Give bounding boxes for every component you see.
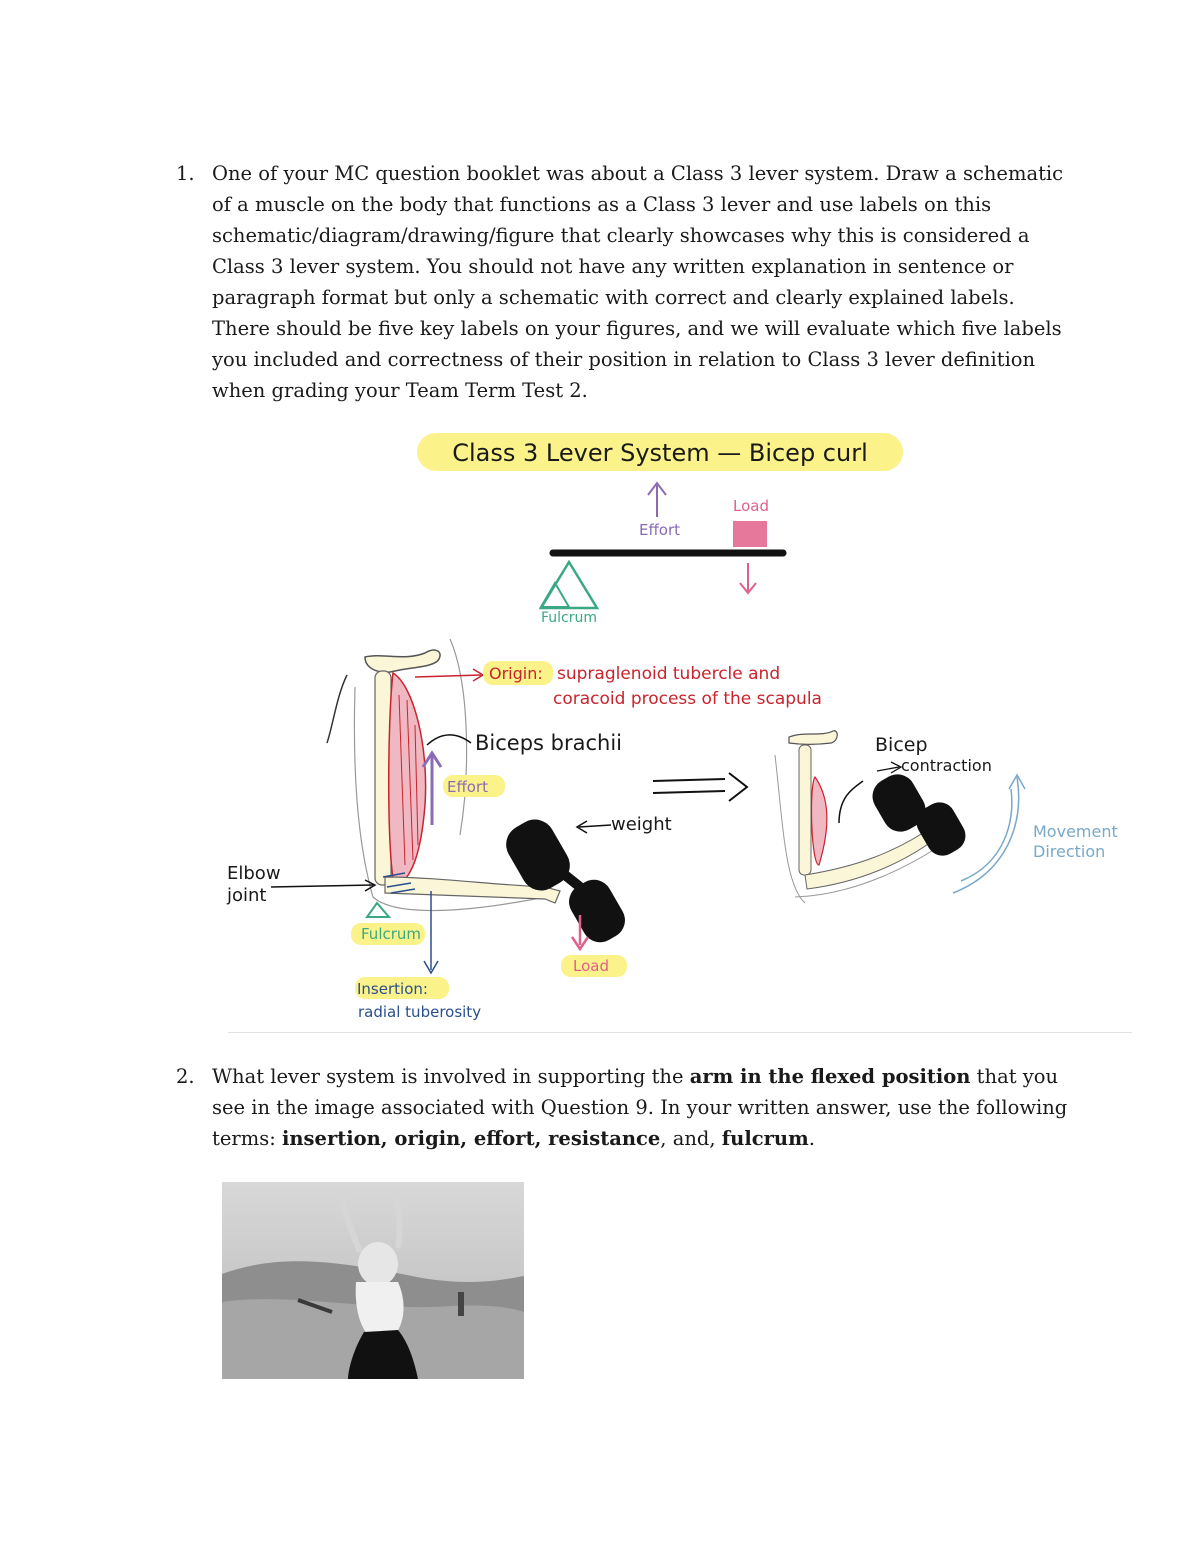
question-2-terms: insertion, origin, effort, resistance [281,1127,661,1150]
origin-line-1: supraglenoid tubercle and [557,664,781,684]
question-2-term-fulcrum: fulcrum [721,1127,809,1150]
arm-fulcrum-label: Fulcrum [361,925,422,943]
arm-load-label: Load [573,957,609,975]
contraction-label: contraction [901,756,992,775]
insertion-text: radial tuberosity [358,1003,482,1021]
movement-line-2: Direction [1033,842,1106,861]
question-1-text: One of your MC question booklet was about a Class 3 lever system. Draw a schematic of a muscle on the body that functions as a Class 3 lever and use labels on this schematic/diagram/drawing/figure that clearly showcases why this is considered a Class 3 lever system. You should not have any written explanation in sentence or paragraph format but only a schematic with correct and clearly explained labels. There should be five key labels on your figures, and we will evaluate which five labels you included and correctness of their position in relation to Class 3 lever definition when grading your Team Term Test 2. [212,162,1064,402]
question-1-number: 1. [176,162,195,185]
lever-schematic [541,483,783,626]
question-2-part-1: What lever system is involved in supporting the [212,1065,690,1088]
lever-fulcrum-label: Fulcrum [541,610,598,626]
arm-effort-label: Effort [447,778,489,796]
lever-load-label: Load [733,497,769,515]
question-2-end: . [808,1127,815,1150]
elbow-line-1: Elbow [227,863,281,884]
question-2-part-2: that you see in the image associated with Question 9. In your written answer, use the following terms: [212,1065,1068,1150]
origin-label: Origin: [489,664,543,683]
movement-line-1: Movement [1033,822,1118,841]
section-divider [228,1032,1132,1033]
biceps-label: Biceps brachii [475,731,623,755]
load-box [733,521,767,547]
weight-label: weight [611,814,672,835]
transition-arrow [653,773,747,801]
question-2-bold-phrase: arm in the flexed position [689,1065,971,1088]
origin-line-2: coracoid process of the scapula [553,689,822,709]
flexed-arm-photo [222,1182,524,1379]
question-1 [176,158,1076,406]
diagram-title: Class 3 Lever System — Bicep curl [452,439,868,467]
question-2-text [212,1061,1076,1154]
bicep-label: Bicep [875,734,928,756]
question-2-separator: , and, [660,1127,722,1150]
arm-fulcrum-triangle [367,903,389,917]
question-2 [176,1061,1076,1154]
elbow-line-2: joint [227,885,267,906]
class3-lever-diagram [215,425,1125,1030]
question-2-number: 2. [176,1065,195,1088]
insertion-label: Insertion: [357,980,428,998]
lever-effort-label: Effort [639,521,681,539]
